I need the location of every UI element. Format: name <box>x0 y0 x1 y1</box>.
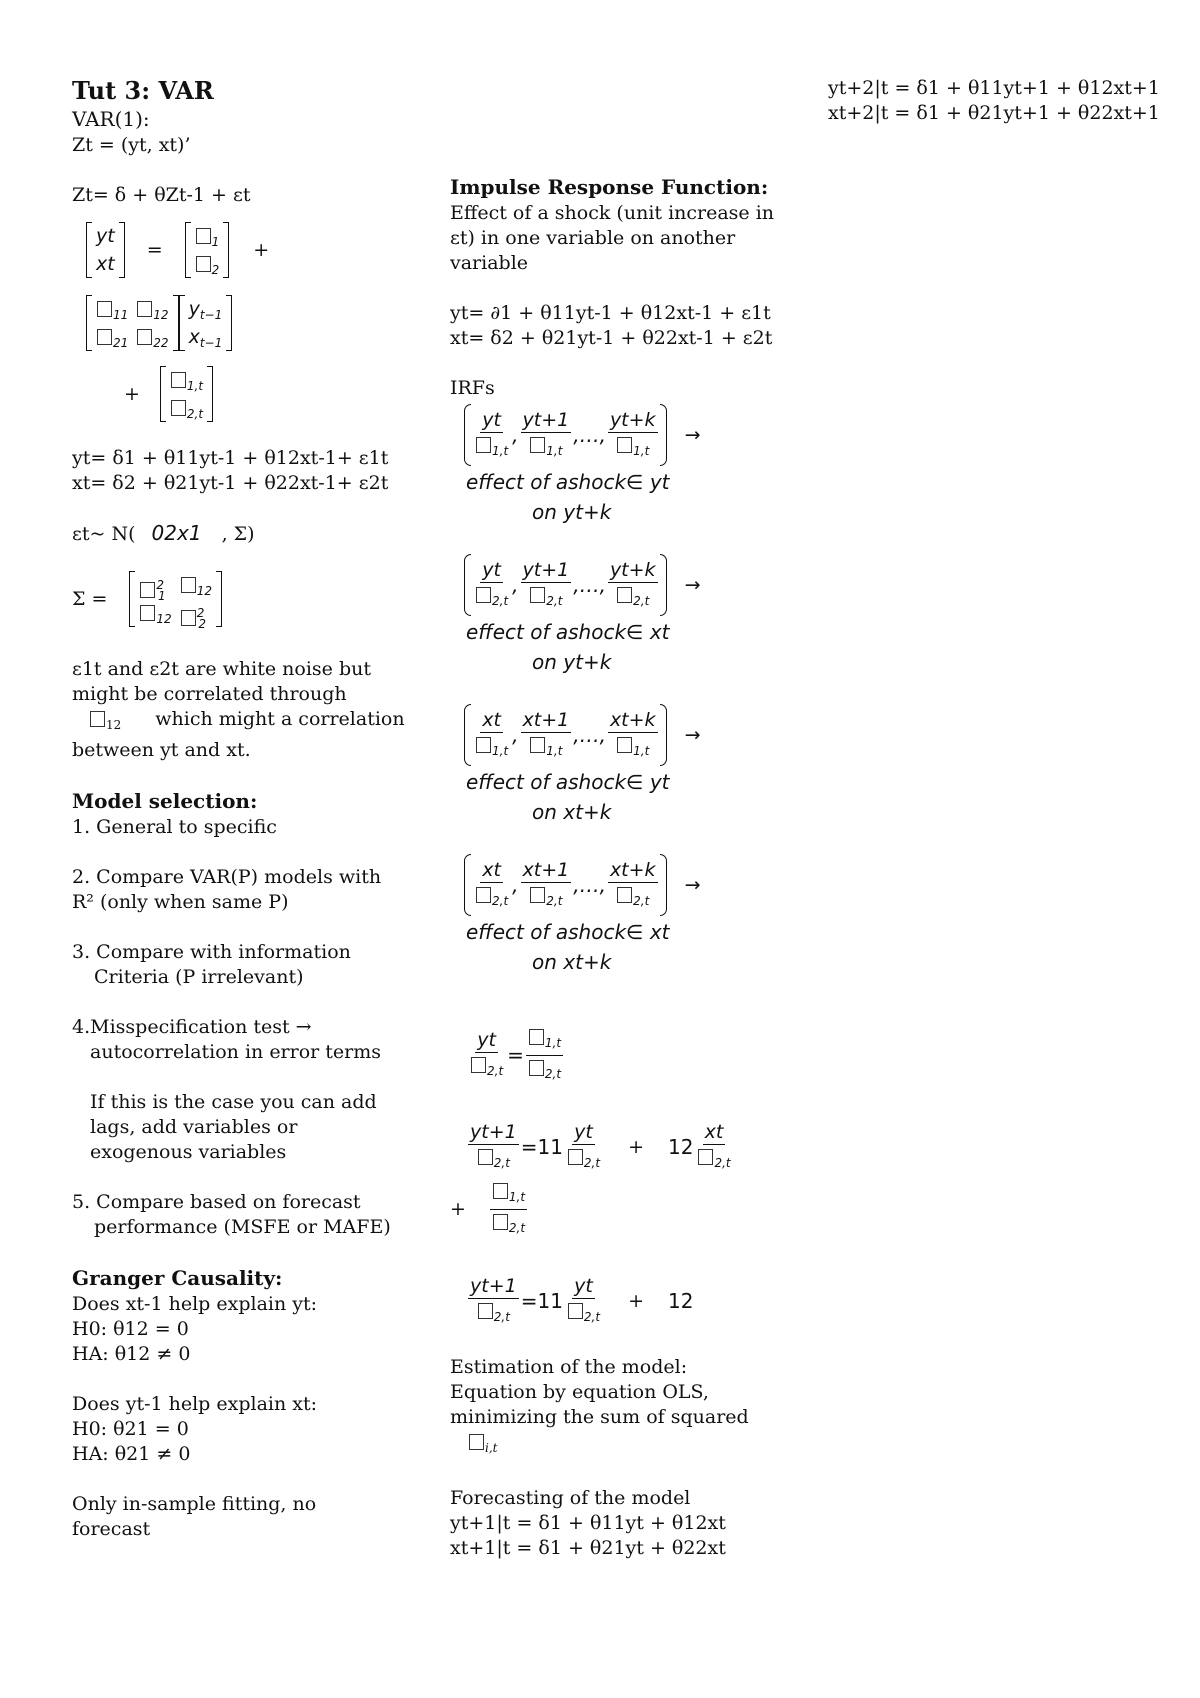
irf-block-2 <box>450 553 790 677</box>
matrix-equation-middle <box>86 290 432 356</box>
irf-eq-y: yt= ∂1 + θ11yt-1 + θ12xt-1 + ε1t <box>450 302 771 324</box>
plus-sign: + <box>253 238 270 261</box>
error-vector: $_{1,t}$ $_{2,t}$ <box>160 366 213 422</box>
frac-equation-2-cont: + $\frac{_{1,t}}{_{2,t}}$ <box>450 1179 790 1239</box>
arrow-icon: → <box>684 423 701 446</box>
irf-on-text: on yt+k <box>532 500 612 524</box>
arrow-icon: → <box>684 573 701 596</box>
forecast2-y: yt+2|t = δ1 + θ11yt+1 + θ12xt+1 <box>828 77 1160 99</box>
sigma-matrix-row <box>72 561 432 637</box>
model-sel-5a: 5. Compare based on forecast <box>72 1191 361 1213</box>
irf-vector: $\frac{yt}{_{1,t}}$ , $\frac{yt+1}{_{1,t}}$ ,…, $\frac{yt+k}{_{1,t}}$ <box>464 404 667 466</box>
irf-effect-text: effect of ashock∈ xt <box>466 920 670 944</box>
model-sel-4c: If this is the case you can add <box>90 1091 377 1113</box>
irf-block-4 <box>450 853 790 977</box>
irf-block-1 <box>450 403 790 527</box>
matrix-equation-bottom <box>124 362 432 426</box>
granger-h0-1: H0: θ12 = 0 <box>72 1318 189 1340</box>
irf-effect-text: effect of ashock∈ xt <box>466 620 670 644</box>
granger-h0-2: H0: θ21 = 0 <box>72 1418 189 1440</box>
granger-q1: Does xt-1 help explain yt: <box>72 1293 318 1315</box>
model-sel-2a: 2. Compare VAR(P) models with <box>72 866 382 888</box>
equation-y: yt= δ1 + θ11yt-1 + θ12xt-1+ ε1t <box>72 447 389 469</box>
delta-1-placeholder: 1 <box>195 222 220 250</box>
model-sel-1: 1. General to specific <box>72 816 277 838</box>
white-noise-line-2: might be correlated through <box>72 683 347 705</box>
white-noise-line-1: ε1t and ε2t are white noise but <box>72 658 371 680</box>
irf-heading: Impulse Response Function: <box>450 175 769 199</box>
arrow-icon: → <box>684 723 701 746</box>
model-sel-5b: performance (MSFE or MAFE) <box>94 1216 391 1238</box>
delta-vector <box>185 222 230 278</box>
frac-equation-2: $\frac{yt+1}{_{2,t}}$ = 11 $\frac{yt}{_{2,t}}$ + 12 $\frac{xt}{_{2,t}}$ <box>470 1120 731 1170</box>
irf-effect-text: effect of ashock∈ yt <box>466 770 670 794</box>
irf-vector: $\frac{yt}{_{2,t}}$ , $\frac{yt+1}{_{2,t}}$ ,…, $\frac{yt+k}{_{2,t}}$ <box>464 554 667 616</box>
white-noise-line-3: $_{12}$ which might a correlation <box>72 707 432 738</box>
matrix-equation-top <box>86 216 432 284</box>
delta-2-placeholder: 2 <box>195 250 220 278</box>
middle-column <box>450 174 790 1561</box>
granger-note-2: forecast <box>72 1518 151 1540</box>
model-sel-4a: 4.Misspecification test → <box>72 1016 312 1038</box>
model-selection-heading: Model selection: <box>72 789 258 813</box>
irf-vector: $\frac{xt}{_{2,t}}$ , $\frac{xt+1}{_{2,t}}$ ,…, $\frac{xt+k}{_{2,t}}$ <box>464 854 667 916</box>
theta-matrix: $_{11}$ $_{21}$ $_{12}$ $_{22}$ <box>86 295 179 351</box>
lhs-y: yt <box>96 225 115 247</box>
irf-desc-2: εt) in one variable on another <box>450 227 736 249</box>
estimation-symbol: i,t <box>450 1430 790 1461</box>
estimation-line-2: Equation by equation OLS, <box>450 1381 709 1403</box>
granger-heading: Granger Causality: <box>72 1266 283 1290</box>
sigma-label: Σ = <box>72 587 108 610</box>
left-column <box>72 76 432 1542</box>
sigma-matrix: $^2_1$ $_{12}$ $_{12}$ $^2_2$ <box>129 571 222 627</box>
forecasting-heading: Forecasting of the model <box>450 1487 691 1509</box>
granger-note-1: Only in-sample fitting, no <box>72 1493 317 1515</box>
plus-sign-2: + <box>124 382 140 405</box>
white-noise-line-4: between yt and xt. <box>72 739 251 761</box>
arrow-icon: → <box>684 873 701 896</box>
irf-effect-text: effect of ashock∈ yt <box>466 470 670 494</box>
lagged-vector: $y_{t-1}$ $x_{t-1}$ <box>179 295 233 351</box>
lhs-x: xt <box>96 253 115 275</box>
model-sel-4e: exogenous variables <box>90 1141 287 1163</box>
page-title: Tut 3: VAR <box>72 76 214 105</box>
irf-on-text: on xt+k <box>532 800 612 824</box>
irf-vector: $\frac{xt}{_{1,t}}$ , $\frac{xt+1}{_{1,t}}$ ,…, $\frac{xt+k}{_{1,t}}$ <box>464 704 667 766</box>
irf-block-3 <box>450 703 790 827</box>
granger-ha-2: HA: θ21 ≠ 0 <box>72 1443 191 1465</box>
model-sel-3a: 3. Compare with information <box>72 941 351 963</box>
irf-on-text: on xt+k <box>532 950 612 974</box>
zt-equation: Zt= δ + θZt-1 + εt <box>72 184 251 206</box>
var1-subtitle: VAR(1): <box>72 107 150 131</box>
equals-sign: = <box>146 238 163 261</box>
granger-ha-1: HA: θ12 ≠ 0 <box>72 1343 191 1365</box>
irf-blocks <box>450 403 790 977</box>
forecast2-x: xt+2|t = δ1 + θ21yt+1 + θ22xt+1 <box>828 102 1160 124</box>
right-column <box>828 76 1168 126</box>
irfs-label: IRFs <box>450 377 495 399</box>
zt-definition: Zt = (yt, xt)’ <box>72 134 191 156</box>
irf-eq-x: xt= δ2 + θ21yt-1 + θ22xt-1 + ε2t <box>450 327 773 349</box>
model-sel-3b: Criteria (P irrelevant) <box>94 966 304 988</box>
forecast-y: yt+1|t = δ1 + θ11yt + θ12xt <box>450 1512 726 1534</box>
estimation-line-1: Estimation of the model: <box>450 1356 688 1378</box>
zero-vector: 02x1 <box>151 521 202 545</box>
model-sel-2b: R² (only when same P) <box>72 891 289 913</box>
equation-x: xt= δ2 + θ21yt-1 + θ22xt-1+ ε2t <box>72 472 389 494</box>
frac-equation-1: $\frac{yt}{_{2,t}}$ = $\frac{_{1,t}}{_{2,t}}$ <box>466 1023 790 1087</box>
irf-desc-3: variable <box>450 252 529 274</box>
model-sel-4d: lags, add variables or <box>90 1116 298 1138</box>
forecast-x: xt+1|t = δ1 + θ21yt + θ22xt <box>450 1537 726 1559</box>
error-distribution: εt~ N( 02x1 , Σ) <box>72 521 255 545</box>
lhs-vector <box>86 222 125 278</box>
irf-on-text: on yt+k <box>532 650 612 674</box>
granger-q2: Does yt-1 help explain xt: <box>72 1393 318 1415</box>
model-sel-4b: autocorrelation in error terms <box>90 1041 382 1063</box>
estimation-line-3: minimizing the sum of squared <box>450 1406 749 1428</box>
irf-desc-1: Effect of a shock (unit increase in <box>450 202 775 224</box>
frac-equation-3: $\frac{yt+1}{_{2,t}}$ = 11 $\frac{yt}{_{2,t}}$ + 12 <box>470 1274 694 1324</box>
